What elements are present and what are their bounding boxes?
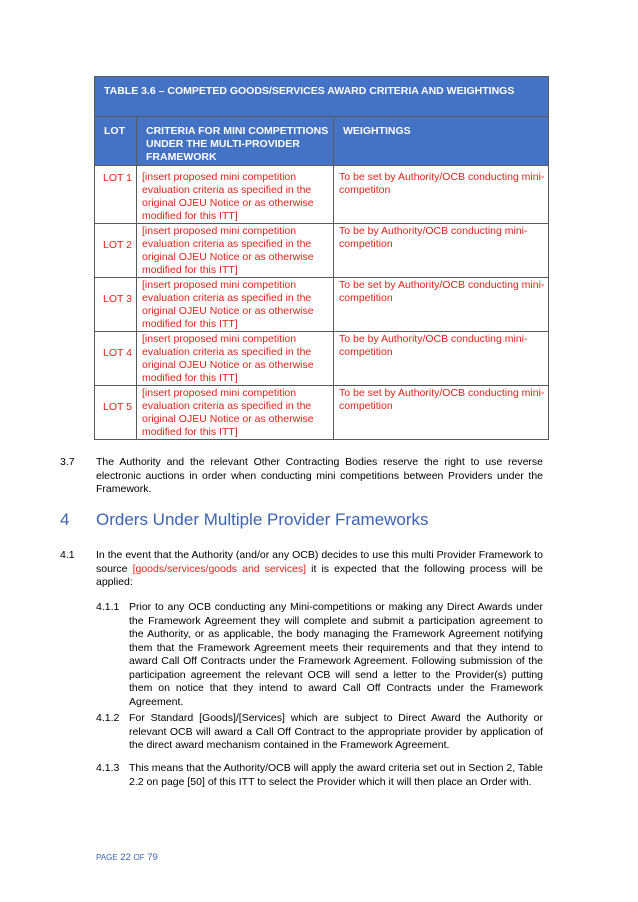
total-pages: 79 [147, 852, 158, 863]
of-label: OF [133, 853, 145, 862]
page-number: 22 [120, 852, 131, 863]
section-4-1-number: 4.1 [60, 549, 75, 561]
criteria-cell: [insert proposed mini competition evaluation criteria as specified in the original OJEU Notice or as otherwise modified for this ITT] [137, 224, 334, 278]
section-3-7-number: 3.7 [60, 456, 75, 468]
weighting-cell: To be by Authority/OCB conducting mini-competition [334, 332, 549, 386]
lot-column-header: LOT [95, 117, 137, 166]
weighting-cell: To be by Authority/OCB conducting mini-competition [334, 224, 549, 278]
criteria-cell: [insert proposed mini competition evaluation criteria as specified in the original OJEU Notice or as otherwise modified for this ITT] [137, 166, 334, 224]
lot-cell: LOT 4 [95, 332, 137, 386]
subsection-text: This means that the Authority/OCB will apply the award criteria set out in Section 2, Table 2.2 on page [50] of this ITT to select the Provider which it will then place an Order with. [129, 762, 543, 788]
subsection-text: Prior to any OCB conducting any Mini-competitions or making any Direct Awards under the Framework Agreement they will complete and submit a participation agreement to the Authority, or as applicable, the body managing the Framework Agreement notifying them that the Framework Agreement meets their requirements and that they intend to award Call Off Contracts under the Framework Agreement. Following submission of the participation agreement the relevant OCB will send a letter to the Provider(s) putting them on notice that they intend to award Call Off Contracts under the Framework Agreement. [129, 601, 543, 708]
criteria-cell: [insert proposed mini competition evaluation criteria as specified in the original OJEU Notice or as otherwise modified for this ITT] [137, 386, 334, 440]
page-footer [96, 852, 158, 863]
lot-cell: LOT 1 [95, 166, 137, 224]
section-4-1-text-after: it is expected that the following process will be applied: [96, 562, 544, 588]
page-label: PAGE [96, 853, 118, 862]
section-4-1-text [96, 549, 543, 590]
section-3-7-text: The Authority and the relevant Other Contracting Bodies reserve the right to use reverse electronic auctions in order when conducting mini competitions between Providers under the Framework. [96, 456, 543, 495]
criteria-cell: [insert proposed mini competition evaluation criteria as specified in the original OJEU Notice or as otherwise modified for this ITT] [137, 332, 334, 386]
subsection-number: 4.1.3 [96, 762, 120, 774]
weighting-cell: To be set by Authority/OCB conducting mini-competition [334, 278, 549, 332]
lot-cell: LOT 3 [95, 278, 137, 332]
subsection-text: For Standard [Goods]/[Services] which are subject to Direct Award the Authority or relevant OCB will award a Call Off Contract to the appropriate provider by application of the direct award mechanism contained in the Framework Agreement. [129, 712, 543, 751]
table-row [95, 166, 549, 224]
lot-cell: LOT 5 [95, 386, 137, 440]
table-row [95, 278, 549, 332]
weighting-cell: To be set by Authority/OCB conducting mini-competition [334, 386, 549, 440]
subsection-number: 4.1.2 [96, 712, 120, 724]
weighting-cell: To be set by Authority/OCB conducting mini-competiton [334, 166, 549, 224]
criteria-column-header: CRITERIA FOR MINI COMPETITIONS UNDER THE MULTI-PROVIDER FRAMEWORK [137, 117, 334, 166]
table-row [95, 332, 549, 386]
table-row [95, 386, 549, 440]
lot-cell: LOT 2 [95, 224, 137, 278]
section-4-number: 4 [60, 510, 70, 529]
table-row [95, 224, 549, 278]
table-title: TABLE 3.6 – COMPETED GOODS/SERVICES AWARD CRITERIA AND WEIGHTINGS [95, 77, 549, 117]
weightings-column-header: WEIGHTINGS [334, 117, 549, 166]
award-criteria-table [94, 76, 549, 440]
section-4-1-text-before: In the event that the Authority (and/or any OCB) decides to use this multi Provider Framework to source [96, 549, 543, 575]
subsection-number: 4.1.1 [96, 601, 120, 613]
criteria-cell: [insert proposed mini competition evaluation criteria as specified in the original OJEU Notice or as otherwise modified for this ITT] [137, 278, 334, 332]
placeholder-highlight: [goods/services/goods and services] [132, 562, 307, 575]
section-4-heading: Orders Under Multiple Provider Frameworks [96, 510, 429, 529]
